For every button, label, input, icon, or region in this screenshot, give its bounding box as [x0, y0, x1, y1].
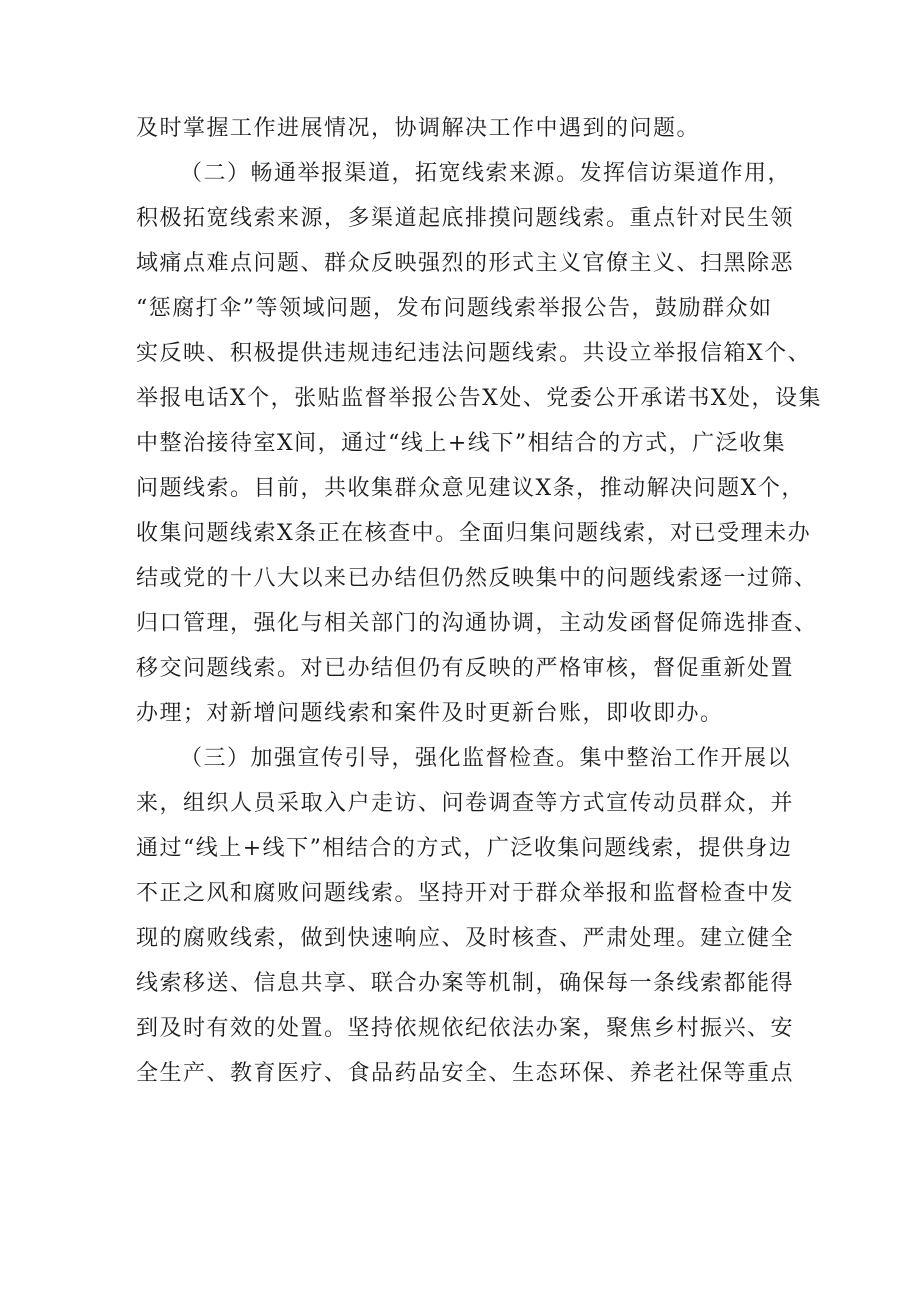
text-line: 积极拓宽线索来源，多渠道起底排摸问题线索。重点针对民生领	[136, 206, 795, 231]
text-line: 办理；对新增问题线索和案件及时更新台账，即收即办。	[136, 701, 724, 726]
text-line: 中整治接待室X间，通过“线上+线下”相结合的方式，广泛收集	[136, 431, 787, 456]
paragraph-2	[136, 151, 822, 736]
text-line: 问题线索。目前，共收集群众意见建议X条，推动解决问题X个，	[136, 476, 805, 501]
text-line: （三）加强宣传引导，强化监督检查。集中整治工作开展以	[180, 746, 792, 771]
paragraph-1	[136, 106, 790, 151]
text-line: 通过“线上+线下”相结合的方式，广泛收集问题线索，提供身边	[136, 836, 793, 861]
text-line: 域痛点难点问题、群众反映强烈的形式主义官僚主义、扫黑除恶	[136, 251, 795, 276]
text-line: 不正之风和腐败问题线索。坚持开对于群众举报和监督检查中发	[136, 881, 795, 906]
text-line: 来，组织人员采取入户走访、问卷调查等方式宣传动员群众，并	[136, 791, 795, 816]
text-line: 实反映、积极提供违规违纪违法问题线索。共设立举报信箱X个、	[136, 341, 812, 366]
text-line: （二）畅通举报渠道，拓宽线索来源。发挥信访渠道作用，	[180, 161, 792, 186]
document-body	[136, 106, 822, 1096]
text-line: 全生产、教育医疗、食品药品安全、生态环保、养老社保等重点	[136, 1061, 795, 1086]
text-line: 举报电话X个，张贴监督举报公告X处、党委公开承诺书X处，设集	[136, 386, 822, 411]
paragraph-3	[136, 736, 795, 1096]
text-line: “惩腐打伞”等领域问题，发布问题线索举报公告，鼓励群众如	[136, 296, 773, 321]
text-line: 现的腐败线索，做到快速响应、及时核查、严肃处理。建立健全	[136, 926, 795, 951]
text-line: 归口管理，强化与相关部门的沟通协调，主动发函督促筛选排查、	[136, 611, 818, 636]
text-line: 及时掌握工作进展情况，协调解决工作中遇到的问题。	[136, 116, 701, 141]
text-line: 到及时有效的处置。坚持依规依纪依法办案，聚焦乡村振兴、安	[136, 1016, 795, 1041]
text-line: 移交问题线索。对已办结但仍有反映的严格审核，督促重新处置	[136, 656, 795, 681]
text-line: 结或党的十八大以来已办结但仍然反映集中的问题线索逐一过筛、	[136, 566, 818, 591]
text-line: 收集问题线索X条正在核查中。全面归集问题线索，对已受理未办	[136, 521, 812, 546]
text-line: 线索移送、信息共享、联合办案等机制，确保每一条线索都能得	[136, 971, 795, 996]
